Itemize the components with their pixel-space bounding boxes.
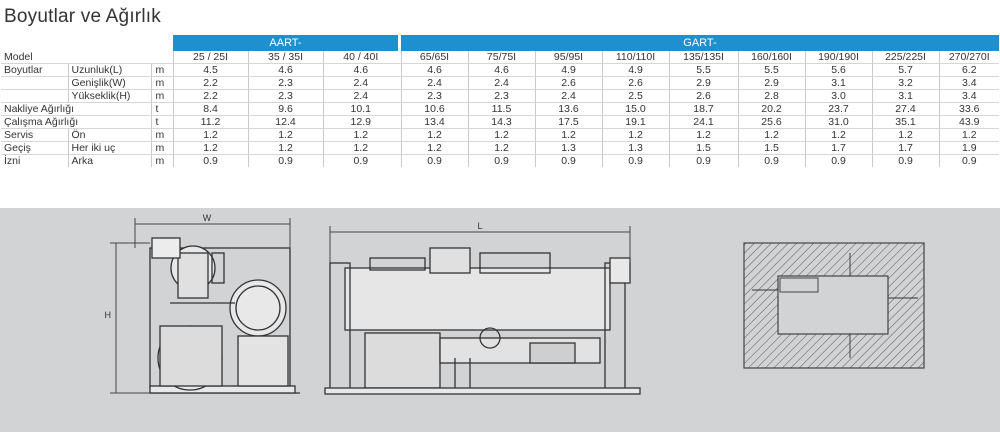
table-cell: 1.2 [468, 129, 535, 142]
table-cell: 1.2 [248, 129, 323, 142]
row-label: Uzunluk(L) [68, 64, 151, 77]
table-cell: 1.2 [872, 129, 939, 142]
table-cell: 4.6 [468, 64, 535, 77]
model-header-cell: 160/160I [738, 51, 805, 64]
table-cell: 4.9 [535, 64, 602, 77]
row-unit: m [151, 155, 173, 168]
dimensions-weight-table [1, 35, 999, 167]
table-cell: 2.3 [468, 90, 535, 103]
table-cell: 1.2 [173, 129, 248, 142]
table-cell: 0.9 [602, 155, 669, 168]
table-row [1, 90, 999, 103]
table-cell: 8.4 [173, 103, 248, 116]
row-unit: m [151, 77, 173, 90]
label-h: H [104, 310, 111, 320]
table-cell: 4.6 [323, 64, 398, 77]
table-cell: 0.9 [323, 155, 398, 168]
table-row [1, 155, 999, 168]
table-cell: 3.4 [939, 90, 999, 103]
row-unit: m [151, 64, 173, 77]
model-header-cell: 40 / 40I [323, 51, 398, 64]
row-group-label: İzni [4, 155, 21, 167]
table-row [1, 142, 999, 155]
table-cell: 13.6 [535, 103, 602, 116]
table-cell: 20.2 [738, 103, 805, 116]
row-group-label: Geçiş [1, 142, 68, 155]
table-cell: 15.0 [602, 103, 669, 116]
side-view-drawing [150, 238, 300, 393]
table-cell: 11.5 [468, 103, 535, 116]
page-title: Boyutlar ve Ağırlık [4, 6, 161, 27]
model-header-cell: 25 / 25I [173, 51, 248, 64]
table-cell: 4.9 [602, 64, 669, 77]
table-cell: 4.5 [173, 64, 248, 77]
technical-drawings [0, 208, 1000, 432]
table-cell: 1.2 [602, 129, 669, 142]
table-cell: 6.2 [939, 64, 999, 77]
clearance-plan-drawing [744, 243, 924, 368]
table-cell: 5.6 [805, 64, 872, 77]
table-cell: 23.7 [805, 103, 872, 116]
table-cell: 1.9 [939, 142, 999, 155]
row-label: Genişlik(W) [68, 77, 151, 90]
table-cell: 11.2 [173, 116, 248, 129]
table-cell: 12.9 [323, 116, 398, 129]
table-cell: 3.1 [872, 90, 939, 103]
row-unit: t [151, 116, 173, 129]
table-cell: 0.9 [669, 155, 738, 168]
table-cell: 2.9 [738, 77, 805, 90]
table-cell: 43.9 [939, 116, 999, 129]
label-w: W [202, 213, 212, 223]
row-label: Yükseklik(H) [68, 90, 151, 103]
table-cell: 1.7 [872, 142, 939, 155]
model-header-cell: 110/110I [602, 51, 669, 64]
dimension-h [110, 243, 150, 393]
table-cell: 0.9 [738, 155, 805, 168]
model-header-cell: 135/135I [669, 51, 738, 64]
group-header-aart: AART- [173, 35, 398, 51]
row-unit: m [151, 90, 173, 103]
table-cell: 9.6 [248, 103, 323, 116]
table-cell: 0.9 [805, 155, 872, 168]
model-header-cell: 35 / 35I [248, 51, 323, 64]
table-cell: 5.7 [872, 64, 939, 77]
table-cell: 1.2 [805, 129, 872, 142]
table-cell: 2.2 [173, 90, 248, 103]
table-cell: 2.3 [401, 90, 468, 103]
front-view-drawing [325, 248, 640, 394]
row-unit: m [151, 142, 173, 155]
table-cell: 18.7 [669, 103, 738, 116]
table-cell: 1.2 [939, 129, 999, 142]
model-header-cell: 75/75I [468, 51, 535, 64]
table-cell: 2.9 [669, 77, 738, 90]
table-cell: 0.9 [535, 155, 602, 168]
table-cell: 2.6 [669, 90, 738, 103]
row-group-label [1, 77, 68, 90]
table-cell: 1.2 [401, 129, 468, 142]
table-cell: 2.4 [468, 77, 535, 90]
table-cell: 2.5 [602, 90, 669, 103]
model-label: Model [1, 51, 173, 64]
label-l: L [477, 221, 483, 231]
table-cell: 2.8 [738, 90, 805, 103]
table-cell: 10.6 [401, 103, 468, 116]
table-cell: 1.2 [248, 142, 323, 155]
table-cell: 17.5 [535, 116, 602, 129]
table-cell: 1.2 [323, 142, 398, 155]
row-group-label: Boyutlar [1, 64, 68, 77]
table-cell: 5.5 [669, 64, 738, 77]
table-cell: 3.0 [805, 90, 872, 103]
table-cell: 3.1 [805, 77, 872, 90]
table-cell: 1.2 [738, 129, 805, 142]
table-cell: 0.9 [173, 155, 248, 168]
table-cell: 0.9 [248, 155, 323, 168]
table-cell: 2.6 [602, 77, 669, 90]
row-group-label: Servis [1, 129, 68, 142]
model-header-cell: 225/225I [872, 51, 939, 64]
table-cell: 1.2 [401, 142, 468, 155]
technical-drawings-panel [0, 208, 1000, 432]
table-row [1, 64, 999, 77]
row-label: Arka [68, 155, 151, 168]
table-cell: 2.3 [248, 77, 323, 90]
table-cell: 1.5 [669, 142, 738, 155]
table-cell: 13.4 [401, 116, 468, 129]
row-label: Ön [68, 129, 151, 142]
table-cell: 1.3 [535, 142, 602, 155]
table-cell: 0.9 [401, 155, 468, 168]
table-cell: 27.4 [872, 103, 939, 116]
table-cell: 3.4 [939, 77, 999, 90]
model-header-cell: 190/190I [805, 51, 872, 64]
row-group-label: Çalışma Ağırlığı [1, 116, 151, 129]
table-row [1, 103, 999, 116]
table-cell: 35.1 [872, 116, 939, 129]
table-cell: 2.6 [535, 77, 602, 90]
table-cell: 31.0 [805, 116, 872, 129]
table-cell: 2.4 [323, 77, 398, 90]
table-cell: 0.9 [872, 155, 939, 168]
table-cell: 1.5 [738, 142, 805, 155]
model-header-cell: 65/65I [401, 51, 468, 64]
table-cell: 1.2 [323, 129, 398, 142]
row-label: Her iki uç [68, 142, 151, 155]
row-unit: m [151, 129, 173, 142]
table-row [1, 116, 999, 129]
table-cell: 33.6 [939, 103, 999, 116]
table-cell: 2.2 [173, 77, 248, 90]
group-header-row [1, 35, 999, 51]
table-cell: 1.2 [535, 129, 602, 142]
table-cell: 0.9 [939, 155, 999, 168]
table-cell: 4.6 [248, 64, 323, 77]
row-group-label: Nakliye Ağırlığı [1, 103, 151, 116]
table-cell: 5.5 [738, 64, 805, 77]
row-group-label [1, 90, 68, 103]
model-header-cell: 270/270I [939, 51, 999, 64]
table-cell: 0.9 [468, 155, 535, 168]
table-row [1, 77, 999, 90]
table-cell: 25.6 [738, 116, 805, 129]
table-cell: 2.4 [401, 77, 468, 90]
model-header-cell: 95/95I [535, 51, 602, 64]
table-cell: 12.4 [248, 116, 323, 129]
table-cell: 14.3 [468, 116, 535, 129]
row-unit: t [151, 103, 173, 116]
group-header-gart: GART- [401, 35, 999, 51]
table-cell: 2.4 [323, 90, 398, 103]
table-cell: 1.2 [669, 129, 738, 142]
table-cell: 2.4 [535, 90, 602, 103]
table-cell: 3.2 [872, 77, 939, 90]
table-cell: 19.1 [602, 116, 669, 129]
table-cell: 1.2 [468, 142, 535, 155]
table-cell: 2.3 [248, 90, 323, 103]
table-cell: 1.3 [602, 142, 669, 155]
table-cell: 10.1 [323, 103, 398, 116]
table-row [1, 129, 999, 142]
table-cell: 24.1 [669, 116, 738, 129]
table-cell: 1.7 [805, 142, 872, 155]
table-cell: 4.6 [401, 64, 468, 77]
model-row [1, 51, 999, 64]
table-cell: 1.2 [173, 142, 248, 155]
